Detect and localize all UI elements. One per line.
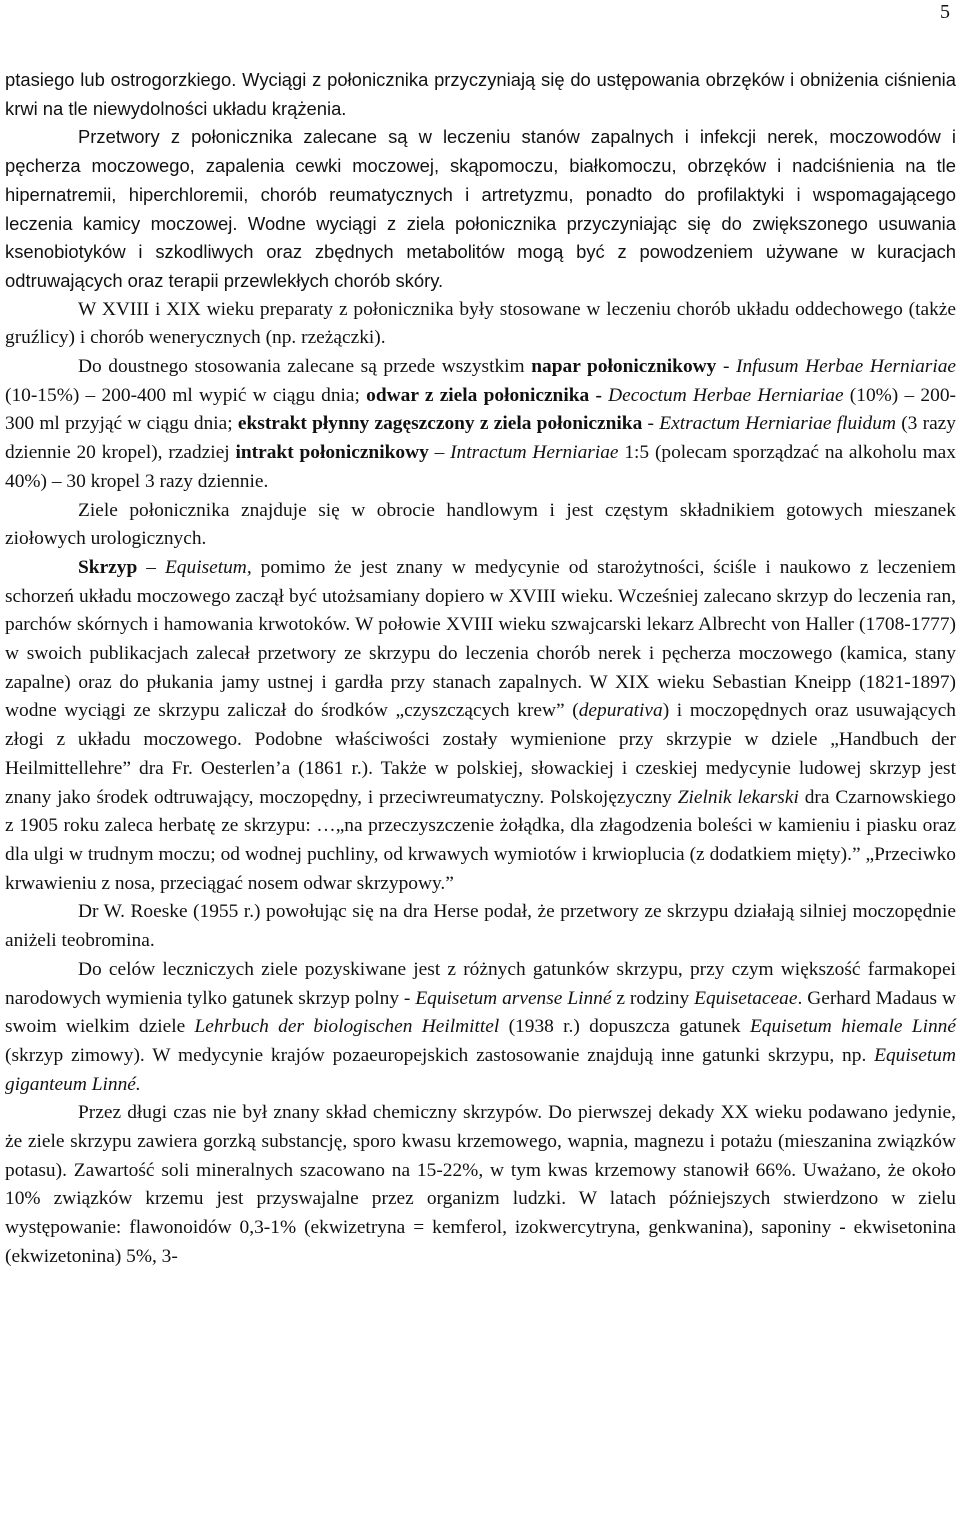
latin-name: Extractum Herniariae fluidum — [659, 413, 896, 435]
text-span: (1938 r.) dopuszcza gatunek — [499, 1016, 750, 1038]
paragraph-indications — [5, 123, 956, 295]
latin-name: Equisetum hiemale Linné — [749, 1016, 956, 1038]
text-span: (10%) – 200-300 ml przyjąć w ciągu dnia; — [5, 384, 956, 435]
text-span: W XVIII i XIX wieku preparaty z połonicznika były stosowane w leczeniu chorób układu oddechowego (także gruźlicy) i chorób wenerycznych (np. rzeżączki). — [5, 298, 956, 349]
paragraph-skrzyp — [5, 554, 956, 898]
text-span: – — [137, 556, 165, 578]
bold-term: Skrzyp — [78, 556, 138, 578]
text-span: - — [589, 384, 609, 406]
paragraph-composition — [5, 1099, 956, 1271]
latin-name: Equisetum arvense Linné — [415, 987, 612, 1009]
text-span: . Gerhard Madaus w swoim wielkim dziele — [5, 987, 956, 1038]
text-span: ptasiego lub ostrogorzkiego. Wyciągi z połonicznika przyczyniają się do ustępowania obrzęków i obniżenia ciśnienia krwi na tle niewydolności układu krążenia. — [5, 69, 956, 119]
page-number: 5 — [940, 1, 950, 23]
latin-name: Equisetum, — [164, 556, 252, 578]
text-span: ) i moczopędnych oraz usuwających złogi z układu moczowego. Podobne właściwości zostały wymienione przy skrzypie w dziele „Handbuch der Heilmittellehre” dra Fr. Oesterlen’a (1861 r.). Także w polskiej, słowackiej i czeskiej medycynie ludowej skrzyp jest znany jako środek odtruwający, moczopędny, i przeciwreumatyczny. Polskojęzyczny — [5, 700, 956, 808]
latin-name: Equisetaceae — [694, 987, 798, 1009]
text-span: 1:5 (polecam sporządzać na alkoholu max 40%) – 30 kropel 3 razy dziennie. — [5, 442, 956, 492]
text-span: dra Czarnowskiego z 1905 roku zaleca herbatę ze skrzypu: …„na przeczyszczenie żołądka, dla złagodzenia boleści w kamieniu i piasku oraz dla ulgi w trudnym moczu; od wodnej puchliny, od krwawych wymiotów i krwioplucia (z dodatkiem mięty).” „Przeciwko krwawieniu z nosa, przeciągać nosem odwar skrzypowy.” — [5, 786, 956, 894]
text-span: (10-15%) – 200-400 ml wypić w ciągu dnia; — [5, 384, 367, 406]
book-title: Lehrbuch der biologischen Heilmittel — [194, 1016, 500, 1038]
bold-term: ekstrakt płynny zagęszczony z ziela połonicznika — [237, 413, 643, 435]
text-span: Ziele połonicznika znajduje się w obrocie handlowym i jest częstym składnikiem gotowych mieszanek ziołowych urologicznych. — [5, 499, 956, 550]
paragraph-species — [5, 956, 956, 1100]
body-text — [5, 66, 956, 1272]
paragraph-continuation — [5, 66, 956, 123]
text-span: pomimo że jest znany w medycynie od starożytności, ściśle i naukowo z leczeniem schorzeń układu moczowego zaczął być utożsamiany dopiero w XVIII wieku. Wcześniej zalecano skrzyp do leczenia ran, parchów skórnych i hamowania krwotoków. W połowie XVIII wieku szwajcarski lekarz Albrecht von Haller (1708-1777) w swoich publikacjach zalecał przetwory ze skrzypu do leczenia chorób nerek i pęcherza moczowego (kamica, stany zapalne) oraz do płukania jamy ustnej i gardła przy stanach zapalnych. W XIX wieku Sebastian Kneipp (1821-1897) wodne wyciągi ze skrzypu zaliczał do środków „czyszczących krew” ( — [5, 556, 957, 722]
paragraph-history — [5, 296, 956, 353]
latin-name: Infusum Herbae Herniariae — [736, 356, 957, 378]
text-span: Przez długi czas nie był znany skład chemiczny skrzypów. Do pierwszej dekady XX wieku podawano jedynie, że ziele skrzypu zawiera gorzką substancję, sporo kwasu krzemowego, wapnia, magnezu i potażu (mieszanina związków potasu). Zawartość soli mineralnych szacowano na 15-22%, w tym kwas krzemowy stanowił 66%. Uważano, że około 10% związków krzemu jest przyswajalne przez organizm ludzki. W latach późniejszych stwierdzono w zielu występowanie: flawonoidów 0,3-1% (ekwizetryna = kemferol, izokwercytryna, genkwanina), saponiny - ekwisetonina (ekwizetonina) 5%, 3- — [5, 1102, 956, 1267]
latin-name: Intractum Herniariae — [450, 442, 619, 464]
text-span: Do doustnego stosowania zalecane są przede wszystkim — [78, 356, 532, 378]
text-span: - — [716, 356, 737, 378]
paragraph-market — [5, 497, 956, 554]
latin-name: Decoctum Herbae Herniariae — [608, 384, 844, 406]
paragraph-roeske — [5, 898, 956, 955]
text-span: – — [428, 442, 451, 464]
bold-term: intrakt połonicznikowy — [235, 442, 429, 464]
bold-term: napar połonicznikowy — [531, 356, 717, 378]
text-span: (3 razy dziennie 20 kropel), rzadziej — [5, 413, 956, 464]
text-span: z rodziny — [611, 987, 695, 1009]
bold-term: odwar z ziela połonicznika — [366, 384, 590, 406]
paragraph-dosage — [5, 353, 956, 497]
text-span: Do celów leczniczych ziele pozyskiwane jest z różnych gatunków skrzypu, przy czym większość farmakopei narodowych wymienia tylko gatunek skrzyp polny - — [5, 958, 956, 1009]
latin-name: depurativa — [578, 700, 663, 722]
text-span: (skrzyp zimowy). W medycynie krajów pozaeuropejskich zastosowanie znajdują inne gatunki skrzypu, np. — [5, 1044, 875, 1066]
text-span: Przetwory z połonicznika zalecane są w leczeniu stanów zapalnych i infekcji nerek, moczowodów i pęcherza moczowego, zapalenia cewki moczowej, skąpomoczu, białkomoczu, obrzęków i nadciśnienia na tle hipernatremii, hiperchloremii, chorób reumatycznych i artretyzmu, ponadto do profilaktyki i wspomagającego leczenia kamicy moczowej. Wodne wyciągi z ziela połonicznika przyczyniając się do zwiększonego usuwania ksenobiotyków i szkodliwych oraz zbędnych metabolitów mogą być z powodzeniem używane w kuracjach odtruwających oraz terapii przewlekłych chorób skóry. — [5, 126, 956, 291]
text-span: Dr W. Roeske (1955 r.) powołując się na dra Herse podał, że przetwory ze skrzypu działają silniej moczopędnie aniżeli teobromina. — [5, 901, 956, 952]
book-title: Zielnik lekarski — [677, 786, 799, 808]
latin-name: Equisetum giganteum Linné. — [5, 1044, 956, 1095]
text-span: - — [642, 413, 660, 435]
